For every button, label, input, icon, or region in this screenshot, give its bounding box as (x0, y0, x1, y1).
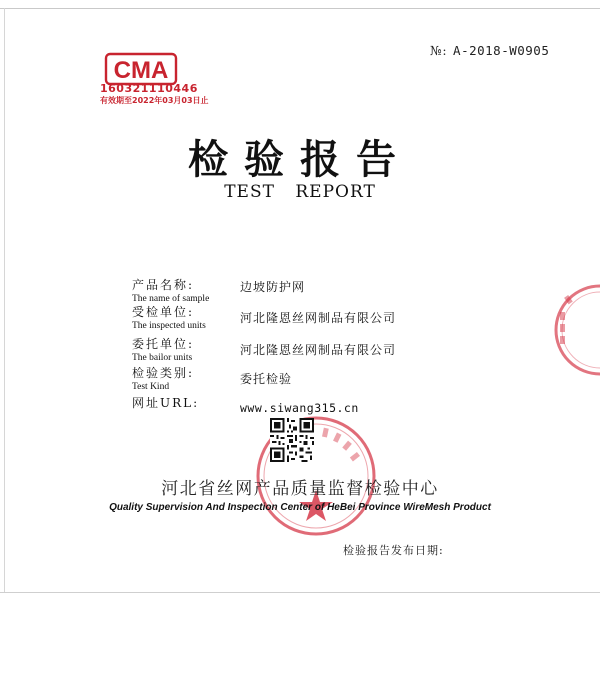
field-label-en: The inspected units (132, 321, 206, 331)
field-label-en: The bailor units (132, 353, 193, 363)
cma-number: 160321110446 (100, 82, 198, 95)
field-row-bailor-units (132, 335, 194, 363)
field-row-url (132, 394, 199, 411)
cma-logo-icon (104, 52, 178, 86)
field-value-bailor-units: 河北隆恩丝网制品有限公司 (240, 343, 397, 357)
field-value-url: www.siwang315.cn (240, 401, 359, 415)
title-en: TEST REPORT (224, 182, 376, 202)
field-value-sample-name: 边坡防护网 (240, 280, 306, 294)
issuer-name-en: Quality Supervision And Inspection Center of HeBei Province WireMesh Product (109, 502, 491, 513)
issue-date-label: 检验报告发布日期: (343, 544, 444, 557)
cma-logo-text: CMA (113, 57, 169, 84)
qr-code-icon (270, 418, 314, 462)
partial-seal-icon (552, 282, 600, 378)
field-value-inspected-units: 河北隆恩丝网制品有限公司 (240, 311, 397, 325)
page-edge-top (0, 8, 600, 9)
field-label-en: The name of sample (132, 294, 210, 304)
field-label-cn: 产品名称: (132, 278, 195, 292)
field-label-cn: 网址URL: (132, 396, 200, 410)
field-label-cn: 检验类别: (132, 366, 195, 380)
field-label-cn: 受检单位: (132, 305, 195, 319)
field-row-inspected-units (132, 303, 206, 331)
field-row-test-kind (132, 364, 194, 392)
cma-mark (92, 44, 207, 104)
cma-validity: 有效期至2022年03月03日止 (100, 96, 209, 105)
title-cn: 检验报告 (188, 136, 412, 183)
field-label-cn: 委托单位: (132, 337, 195, 351)
field-label-en: Test Kind (132, 382, 170, 392)
report-number-label: №: (430, 43, 448, 58)
field-value-test-kind: 委托检验 (240, 372, 293, 386)
issuer-name-cn: 河北省丝网产品质量监督检验中心 (161, 479, 439, 499)
report-number (430, 43, 549, 58)
field-row-sample-name (132, 276, 209, 304)
page-edge-bottom (0, 592, 600, 593)
report-number-value: A-2018-W0905 (453, 43, 550, 58)
